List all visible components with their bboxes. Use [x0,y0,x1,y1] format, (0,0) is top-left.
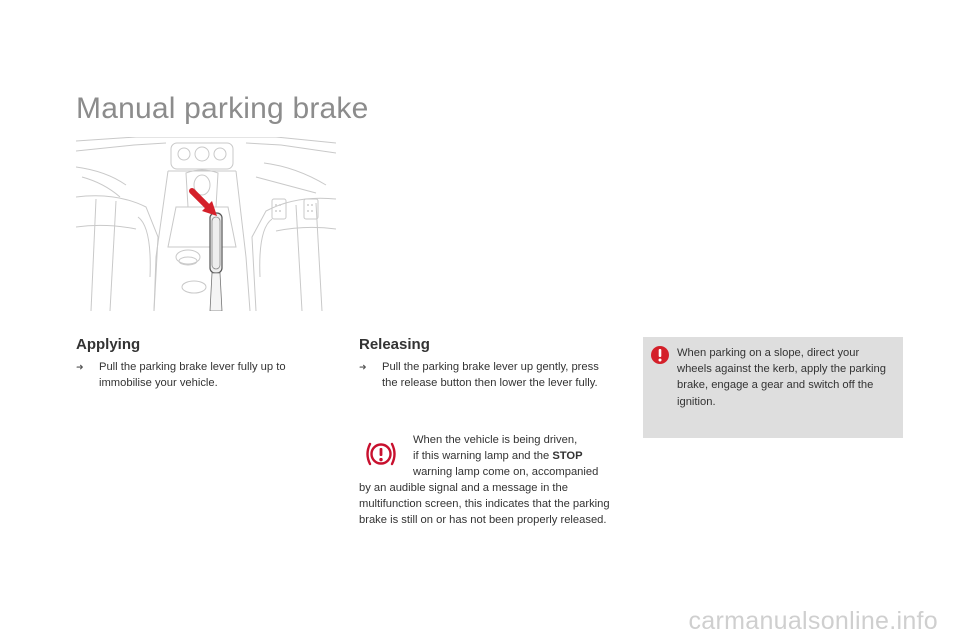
releasing-heading: Releasing [359,336,430,353]
console-diagram-image [76,137,336,311]
brake-warning-lamp-icon [364,440,398,473]
warning-line-1: When the vehicle is being driven, [413,434,578,446]
handbrake-illustration [76,137,336,311]
watermark: carmanualsonline.info [688,607,938,635]
warning-intro-text [413,432,628,481]
warning-line-2-text: if this warning lamp and the [413,450,550,463]
applying-step-text: Pull the parking brake lever fully up to immobilise your vehicle. [99,361,286,390]
page-title: Manual parking brake [76,92,369,125]
note-box [643,337,903,438]
applying-step-item [76,359,326,391]
exclamation-icon [650,345,670,365]
releasing-step-text: Pull the parking brake lever up gently, press the release button then lower the lever fully. [382,361,599,390]
handbrake-lever-icon [210,213,222,311]
applying-heading: Applying [76,336,141,353]
warning-line-2 [413,448,628,464]
bullet-marker-icon: ➜ [359,362,367,372]
stop-word: STOP [552,450,583,463]
warning-line-3: warning lamp come on, accompanied [413,466,599,479]
warning-rest-text: by an audible signal and a message in the multifunction screen, this indicates that the parking brake is still on or has not been properly released. [359,482,610,527]
bullet-marker-icon: ➜ [76,362,84,372]
note-text: When parking on a slope, direct your wheels against the kerb, apply the parking brake, engage a gear and switch off the ignition. [677,347,886,408]
releasing-step-item [359,359,614,391]
